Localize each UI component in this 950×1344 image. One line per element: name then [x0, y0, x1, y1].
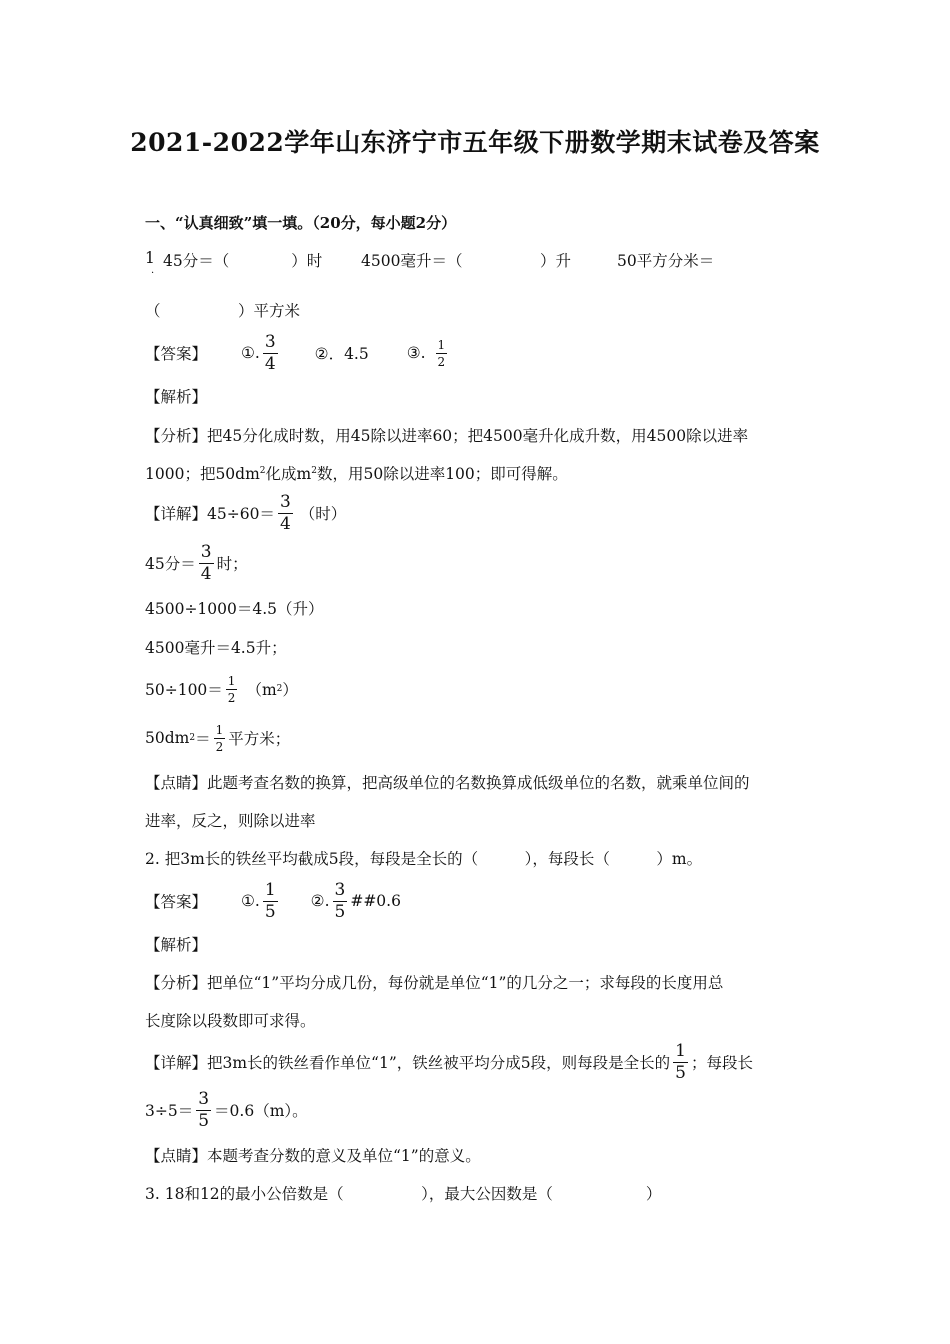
denominator: 4: [264, 353, 276, 374]
q2-jiexi: 【解析】: [145, 936, 208, 954]
q2-detail-line1: [145, 1039, 753, 1085]
numerator: 1: [437, 337, 446, 352]
text: 【详解】45÷60＝: [145, 505, 275, 523]
q1-dot: ·: [151, 268, 155, 279]
q1-part-a: 45分＝（ ）时: [163, 252, 323, 270]
text: 化成m: [265, 465, 312, 483]
text: 45分＝: [145, 555, 196, 573]
superscript: 2: [189, 733, 196, 743]
text: （m: [246, 681, 277, 699]
answer-2-fraction: [333, 879, 348, 922]
numerator: 3: [334, 879, 346, 900]
denominator: 4: [279, 513, 291, 534]
q2-fenxi-line2: 长度除以段数即可求得。: [145, 1012, 316, 1030]
text: 【详解】把3m长的铁丝看作单位“1”，铁丝被平均分成5段，则每段是全长的: [145, 1054, 671, 1072]
superscript: 2: [311, 465, 317, 476]
q2-answer: [145, 878, 401, 924]
answer-label: 【答案】: [145, 893, 208, 911]
q1-detail-line6: [145, 721, 290, 755]
answer-2-suffix: ##0.6: [350, 892, 401, 910]
denominator: 5: [264, 901, 276, 922]
q1-dianjing-line2: 进率，反之，则除以进率: [145, 812, 316, 830]
fraction: [214, 724, 226, 753]
answer-2-prefix: ②.: [310, 892, 330, 910]
q1-fenxi-line2: [145, 462, 568, 484]
answer-1-fraction: [263, 879, 278, 922]
text: 50dm: [145, 729, 190, 747]
q1-answer: [145, 331, 450, 375]
superscript: 2: [259, 465, 266, 476]
text: 时；: [216, 555, 248, 573]
q1-fenxi-line1: 【分析】把45分化成时数，用45除以进率60；把4500毫升化成升数，用4500除以进率: [145, 427, 749, 445]
text: （时）: [299, 505, 347, 523]
q1-part-b: 4500毫升＝（ ）升: [361, 252, 571, 270]
q2-detail-line2: [145, 1087, 308, 1133]
answer-1-prefix: ①.: [241, 344, 260, 362]
text: ；每段长: [690, 1054, 753, 1072]
text: 数，用50除以进率100；即可得解。: [316, 465, 568, 483]
text: ＝0.6（m）。: [214, 1102, 308, 1120]
answer-1-prefix: ①.: [241, 892, 260, 910]
q1-dianjing-line1: 【点睛】此题考查名数的换算，把高级单位的名数换算成低级单位的名数，就乘单位间的: [145, 774, 750, 792]
fraction: [196, 1088, 211, 1131]
numerator: 1: [227, 673, 236, 688]
text: 50÷100＝: [145, 681, 223, 699]
q3-text: 3. 18和12的最小公倍数是（ ），最大公因数是（ ）: [145, 1185, 662, 1203]
answer-3-prefix: ③.: [406, 344, 426, 362]
text: 1000；把50dm: [145, 465, 260, 483]
q1-line2: （ ）平方米: [145, 302, 301, 320]
answer-2: ②．4.5: [314, 345, 369, 363]
q1-detail-line2: [145, 541, 248, 585]
q1-detail-line5: [145, 672, 298, 706]
numerator: 1: [675, 1040, 686, 1061]
section-heading: 一、“认真细致”填一填。（20分，每小题2分）: [145, 214, 457, 232]
q1-jiexi: 【解析】: [145, 388, 208, 406]
denominator: 5: [675, 1062, 686, 1083]
fraction: [278, 491, 293, 534]
numerator: 1: [264, 879, 276, 900]
denominator: 2: [227, 690, 236, 705]
text: ＝: [195, 730, 211, 748]
q1-detail-line4: 4500毫升＝4.5升；: [145, 639, 287, 657]
text: 3÷5＝: [145, 1102, 194, 1120]
answer-3-fraction: [436, 339, 448, 368]
q1-detail-line3: 4500÷1000＝4.5（升）: [145, 600, 324, 618]
fraction: [226, 675, 238, 704]
q1-number: 1: [145, 249, 155, 267]
numerator: 3: [200, 541, 212, 562]
denominator: 2: [437, 354, 446, 369]
answer-1-fraction: [263, 331, 278, 374]
q1-detail-line1: [145, 491, 346, 535]
numerator: 1: [215, 722, 224, 737]
q2-text: 2. 把3m长的铁丝平均截成5段，每段是全长的（ ），每段长（ ）m。: [145, 850, 703, 868]
q2-dianjing: 【点睛】本题考查分数的意义及单位“1”的意义。: [145, 1147, 481, 1165]
denominator: 5: [334, 901, 346, 922]
answer-label: 【答案】: [145, 345, 208, 363]
denominator: 2: [215, 739, 224, 754]
numerator: 3: [264, 331, 276, 352]
q1-part-c: 50平方分米＝: [617, 252, 715, 270]
denominator: 4: [200, 563, 212, 584]
text: ）: [282, 681, 298, 699]
text: 平方米；: [228, 730, 291, 748]
numerator: 3: [279, 491, 291, 512]
superscript: 2: [276, 684, 283, 694]
denominator: 5: [198, 1110, 210, 1131]
numerator: 3: [198, 1088, 210, 1109]
q2-fenxi-line1: 【分析】把单位“1”平均分成几份，每份就是单位“1”的几分之一；求每段的长度用总: [145, 974, 724, 992]
fraction: [199, 541, 214, 584]
page-title: 2021-2022学年山东济宁市五年级下册数学期末试卷及答案: [130, 128, 820, 157]
fraction: [673, 1040, 688, 1083]
